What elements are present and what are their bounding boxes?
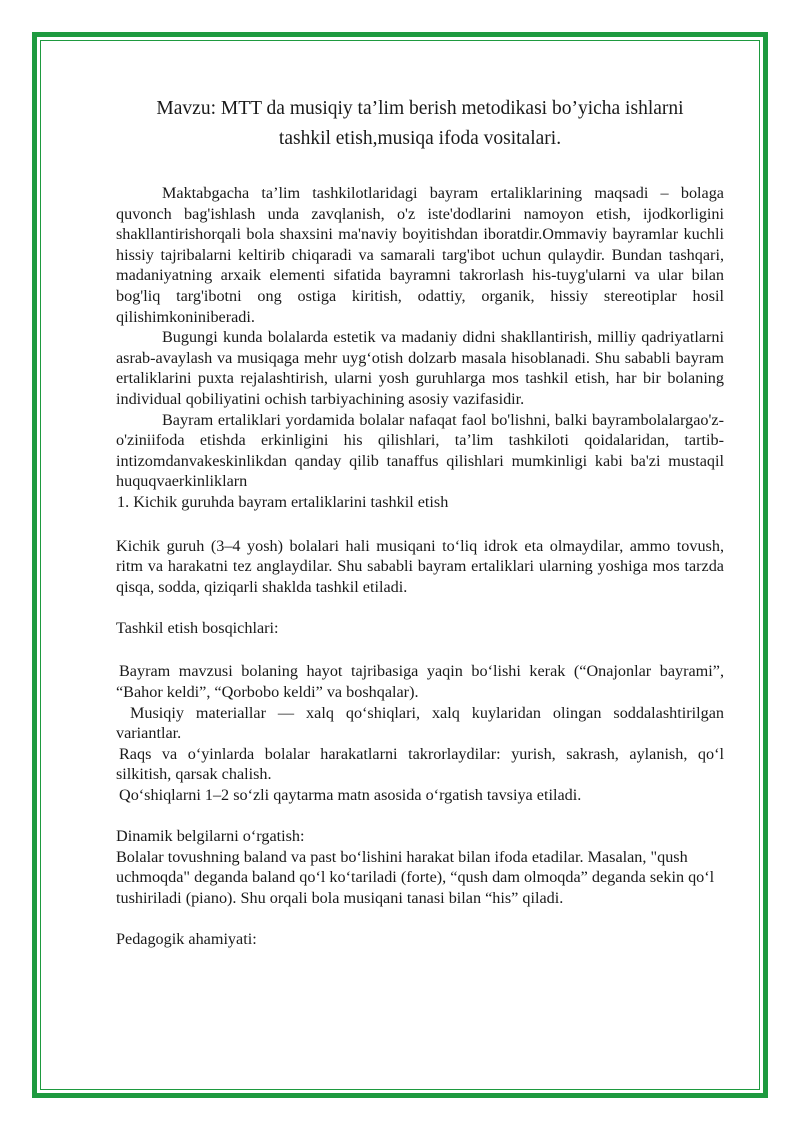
paragraph-3: Bayram ertaliklari yordamida bolalar nafaqat faol bo'lishni, balki bayrambolalargao'z-o'ziniifoda etishda erkinligini his qilishlari, ta’lim tashkiloti qoidalaridan, tartib-intizomdanvakeskinlikdan qanday qilib tanaffus qilishlari mumkinligi kabi ba'zi mustaqil huquqvaerkinliklarn [116, 410, 724, 491]
list-item-2: Musiqiy materiallar — xalq qo‘shiqlari, xalq kuylaridan olingan soddalashtirilgan variantlar. [116, 703, 724, 743]
spacer [116, 638, 724, 661]
paragraph-4: Kichik guruh (3–4 yosh) bolalari hali musiqani to‘liq idrok eta olmaydilar, ammo tovush, ritm va harakatni tez anglaydilar. Shu sababli bayram ertaliklari ularning yoshiga mos tarzda qisqa, sodda, qiziqarli shaklda tashkil etiladi. [116, 536, 724, 596]
document-body [116, 94, 724, 950]
spacer [116, 597, 724, 618]
paragraph-5: Bolalar tovushning baland va past bo‘lishini harakat bilan ifoda etadilar. Masalan, "qush uchmoqda" deganda baland qo‘l ko‘tariladi (forte), “qush dam olmoqda” deganda sekin qo‘l tushiriladi (piano). Shu orqali bola musiqani tanasi bilan “his” qiladi. [116, 847, 715, 907]
spacer [116, 513, 724, 536]
document-title [116, 94, 724, 154]
title-line-2: tashkil etish,musiqa ifoda vositalari. [278, 128, 562, 149]
list-item-1: Bayram mavzusi bolaning hayot tajribasiga yaqin bo‘lishi kerak (“Onajonlar bayrami”, “Bahor keldi”, “Qorbobo keldi” va boshqalar). [116, 662, 724, 702]
spacer [116, 909, 724, 930]
paragraph-1: Maktabgacha ta’lim tashkilotlaridagi bayram ertaliklarining maqsadi – bolaga quvonch bag'ishlash unda zavqlanish, o'z iste'dodlarini namoyon etish, ijodkorligini shakllantirishorqali bola shaxsini ma'naviy boyitishdan iboratdir.Ommaviy bayramlar kuchli hissiy tajribalarni keltirib chiqaradi va samarali targ'ibot uchun qulaydir. Bundan tashqari, madaniyatning arxaik elementi sifatida bayramni takrorlash his-tuyg'ularni va ular bilan bog'liq targ'ibotni ong ostiga kiritish, odattiy, organik, hissiy stereotiplar hosil qilishimkoniniberadi. [116, 184, 724, 326]
section-heading-3: Dinamik belgilarni o‘rgatish: [116, 827, 305, 846]
section-heading-4: Pedagogik ahamiyati: [116, 930, 257, 949]
list-item-4: Qo‘shiqlarni 1–2 so‘zli qaytarma matn asosida o‘rgatish tavsiya etiladi. [119, 786, 582, 805]
title-line-1: Mavzu: MTT da musiqiy ta’lim berish metodikasi bo’yicha ishlarni [156, 98, 684, 119]
spacer [116, 806, 724, 827]
section-heading-2: Tashkil etish bosqichlari: [116, 618, 279, 637]
list-item-3: Raqs va o‘yinlarda bolalar harakatlarni takrorlaydilar: yurish, sakrash, aylanish, qo‘l silkitish, qarsak chalish. [116, 744, 724, 784]
paragraph-2: Bugungi kunda bolalarda estetik va madaniy didni shakllantirish, milliy qadriyatlarni asrab-avaylash va musiqaga mehr uyg‘otish dolzarb masala hisoblanadi. Shu sababli bayram ertaliklarini puxta rejalashtirish, ularni yosh guruhlarga mos tashkil etish, har bir bolaning individual qobiliyatini ochish tarbiyachining asosiy vazifasidir. [116, 328, 724, 408]
section-heading-1: 1. Kichik guruhda bayram ertaliklarini tashkil etish [117, 492, 449, 511]
